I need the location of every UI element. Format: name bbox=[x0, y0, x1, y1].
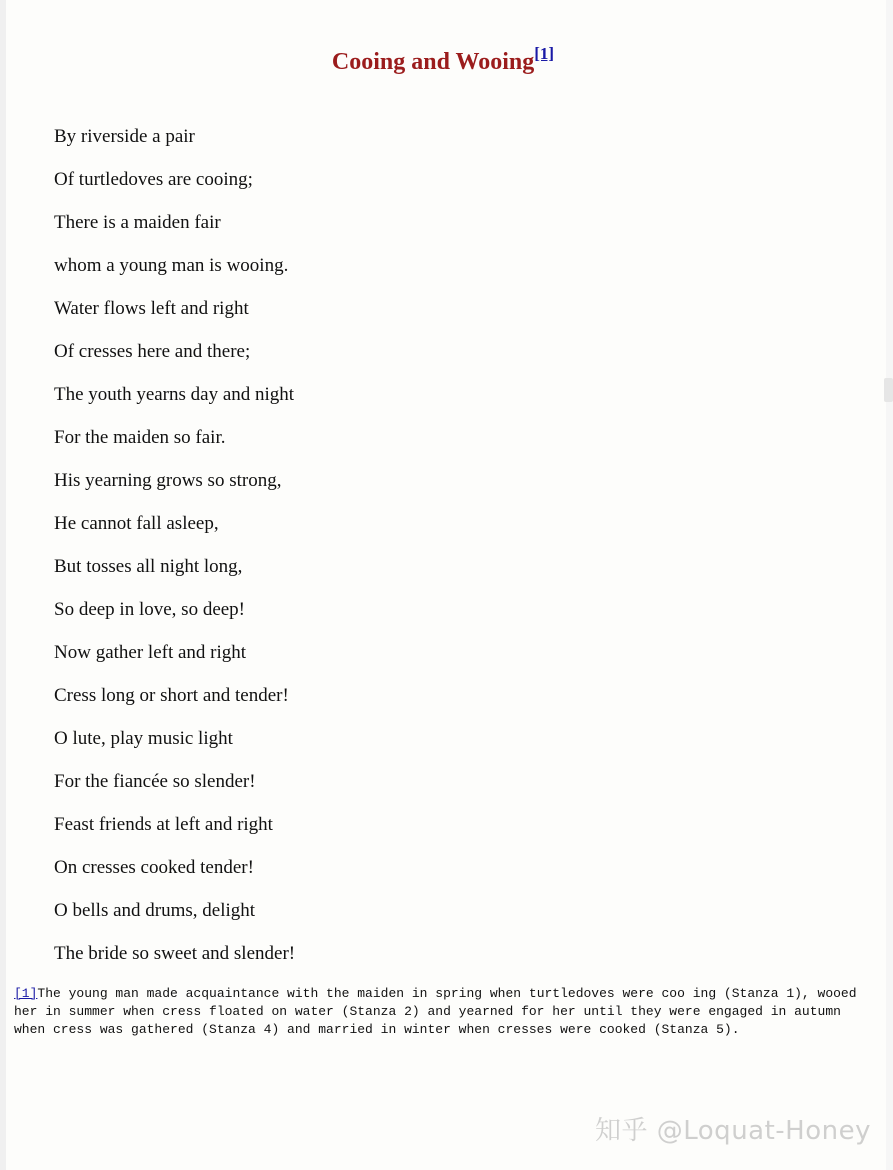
footnote bbox=[14, 985, 864, 1039]
poem-line: Of turtledoves are cooing; bbox=[54, 169, 253, 190]
poem-line: The bride so sweet and slender! bbox=[54, 943, 296, 964]
poem-line: O bells and drums, delight bbox=[54, 900, 256, 921]
poem-line: Feast friends at left and right bbox=[54, 814, 273, 835]
poem-line: For the maiden so fair. bbox=[54, 427, 226, 448]
title-footnote-link[interactable]: [1] bbox=[534, 44, 555, 63]
poem-line: His yearning grows so strong, bbox=[54, 470, 282, 491]
poem-line: For the fiancée so slender! bbox=[54, 771, 256, 792]
scrollbar-track[interactable] bbox=[886, 0, 893, 1170]
poem-line: There is a maiden fair bbox=[54, 212, 221, 233]
poem-line: The youth yearns day and night bbox=[54, 384, 295, 405]
poem-line: O lute, play music light bbox=[54, 728, 233, 749]
poem-line: By riverside a pair bbox=[54, 126, 195, 147]
footnote-backlink[interactable]: [1] bbox=[14, 986, 38, 1001]
poem-line: On cresses cooked tender! bbox=[54, 857, 254, 878]
poem-body bbox=[54, 115, 295, 975]
poem-title-text: Cooing and Wooing bbox=[331, 49, 535, 75]
footnote-text: The young man made acquaintance with the maiden in spring when turtledoves were coo ing (Stanza 1), wooed her in summer when cress floated on water (Stanza 2) and yearned for her until they were engaged in autumn when cress was gathered (Stanza 4) and married in winter when cresses were cooked (Stanza 5). bbox=[14, 986, 857, 1037]
title-footnote-sup bbox=[534, 44, 554, 63]
poem-line: whom a young man is wooing. bbox=[54, 255, 289, 276]
poem-title bbox=[0, 42, 886, 82]
poem-line: Water flows left and right bbox=[54, 298, 249, 319]
poem-line: So deep in love, so deep! bbox=[54, 599, 246, 620]
poem-line: But tosses all night long, bbox=[54, 556, 243, 577]
poem-line: Now gather left and right bbox=[54, 642, 247, 663]
poem-line: Cress long or short and tender! bbox=[54, 685, 289, 706]
scrollbar-thumb[interactable] bbox=[884, 378, 893, 402]
poem-line: Of cresses here and there; bbox=[54, 341, 251, 362]
watermark: 知乎 @Loquat-Honey bbox=[594, 1116, 871, 1146]
poem-line: He cannot fall asleep, bbox=[54, 513, 219, 534]
